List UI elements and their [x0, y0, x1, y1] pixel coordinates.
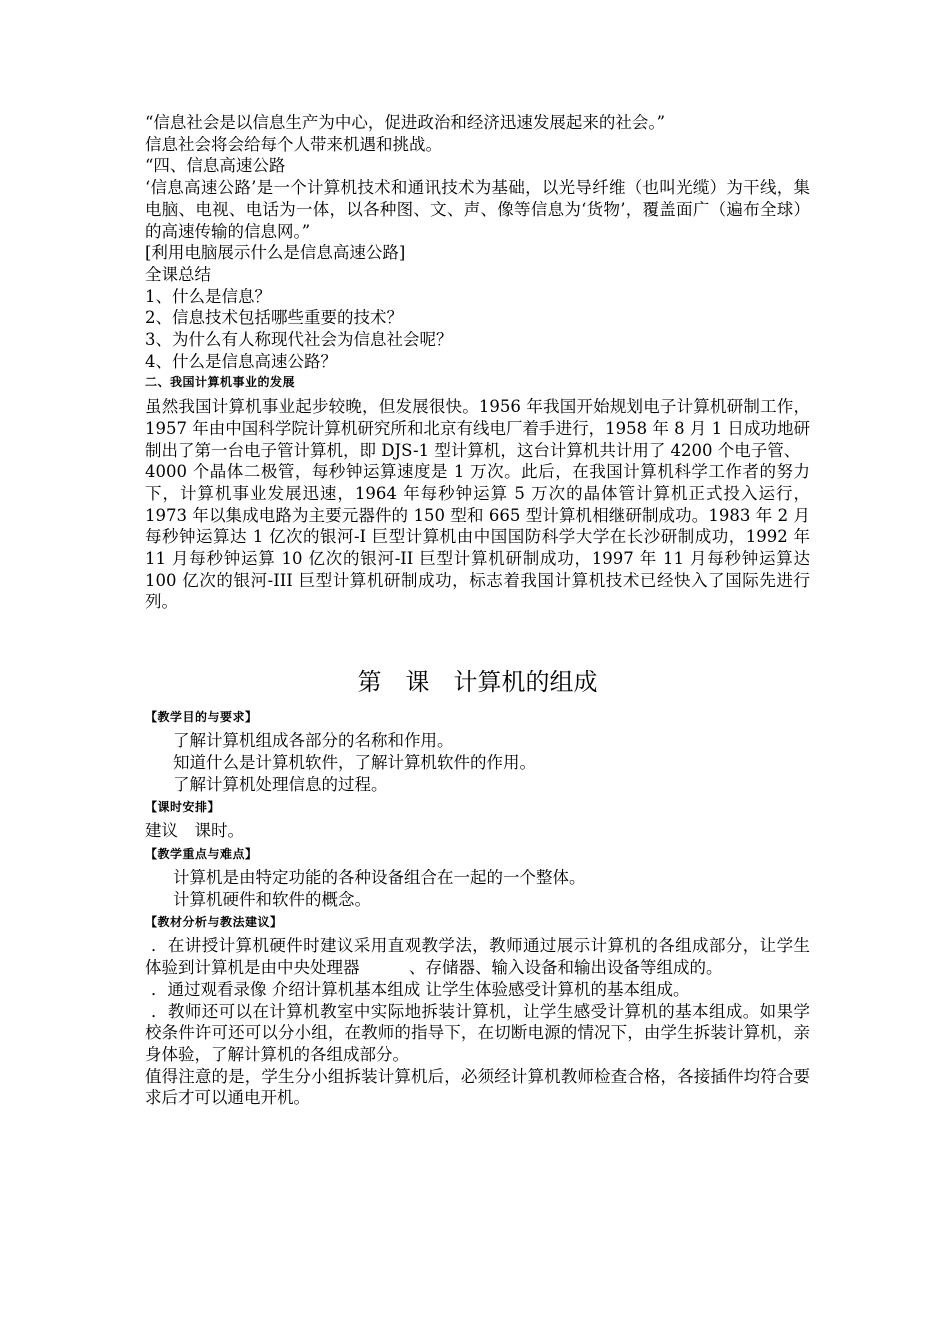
closing-paragraph: 值得注意的是，学生分小组拆装计算机后，必须经计算机教师检查合格，各接插件均符合要求后才可以通电开机。: [145, 1066, 810, 1108]
goal-item: 了解计算机处理信息的过程。: [173, 774, 388, 794]
keypoints-heading: 【教学重点与难点】: [145, 846, 258, 861]
keypoint-item: 计算机硬件和软件的概念。: [173, 889, 371, 909]
analysis-heading: 【教材分析与教法建议】: [145, 915, 283, 930]
goal-item: 知道什么是计算机软件，了解计算机软件的作用。: [173, 752, 536, 772]
summary-item: 2、信息技术包括哪些重要的技术？: [145, 308, 403, 328]
summary-item: 3、为什么有人称现代社会为信息社会呢？: [145, 330, 453, 350]
summary-item: 4、什么是信息高速公路？: [145, 351, 337, 371]
summary-item: 1、什么是信息？: [145, 286, 271, 306]
demo-note: [利用电脑展示什么是信息高速公路]: [145, 243, 406, 263]
analysis-paragraph: ．通过观看录像 介绍计算机基本组成 让学生体验感受计算机的基本组成。: [151, 979, 690, 999]
goal-item: 了解计算机组成各部分的名称和作用。: [173, 731, 454, 751]
goals-heading: 【教学目的与要求】: [145, 710, 258, 725]
summary-title: 全课总结: [145, 264, 211, 284]
keypoint-item: 计算机是由特定功能的各种设备组合在一起的一个整体。: [173, 867, 586, 887]
intro-line: “四、信息高速公路: [145, 156, 286, 176]
document-page: [145, 112, 810, 1109]
section-heading: 二、我国计算机事业的发展: [145, 375, 296, 390]
highway-paragraph: ‘信息高速公路’是一个计算机技术和通讯技术为基础，以光导纤维（也叫光缆）为干线，集电脑、电视、电话为一体，以各种图、文、声、像等信息为‘货物’，覆盖面广（遍布全球）的高速传输的信息网。”: [145, 178, 810, 241]
intro-line: 信息社会将会给每个人带来机遇和挑战。: [145, 134, 442, 154]
section-paragraph: 4000 个晶体二极管，每秒钟运算速度是 1 万次。此后，在我国计算机科学工作者的努力下，计算机事业发展迅速，1964 年每秒钟运算 5 万次的晶体管计算机正式投入运行，1973 年以集成电路为主要元器件的 150 型和 665 型计算机相继研制成功。1983 年 2 月每秒钟运算达 1 亿次的银河-I 巨型计算机由中国国防科学大学在长沙研制成功，1992 年 11 月每秒钟运算 10 亿次的银河-II 巨型计算机研制成功，1997 年 11 月每秒钟运算达 100 亿次的银河-III 巨型计算机研制成功，标志着我国计算机技术已经快入了国际先进行列。: [145, 462, 810, 612]
analysis-paragraph: ．教师还可以在计算机教室中实际地拆装计算机，让学生感受计算机的基本组成。如果学校条件许可还可以分小组，在教师的指导下，在切断电源的情况下，由学生拆装计算机，亲身体验，了解计算机的各组成部分。: [145, 1001, 810, 1064]
schedule-text: 建议 课时。: [145, 821, 244, 841]
analysis-paragraph: ．在讲授计算机硬件时建议采用直观教学法，教师通过展示计算机的各组成部分，让学生体验到计算机是由中央处理器 、存储器、输入设备和输出设备等组成的。: [145, 936, 810, 978]
schedule-heading: 【课时安排】: [145, 800, 221, 815]
section-paragraph: 虽然我国计算机事业起步较晚，但发展很快。1956 年我国开始规划电子计算机研制工作，1957 年由中国科学院计算机研究所和北京有线电厂着手进行，1958 年 8 月 1 日成功地研制出了第一台电子管计算机，即 DJS-1 型计算机，这台计算机共计用了 4200 个电子管、: [145, 397, 810, 460]
intro-line: “信息社会是以信息生产为中心，促进政治和经济迅速发展起来的社会。”: [145, 113, 666, 132]
lesson-title: 第 课 计算机的组成: [357, 668, 598, 697]
